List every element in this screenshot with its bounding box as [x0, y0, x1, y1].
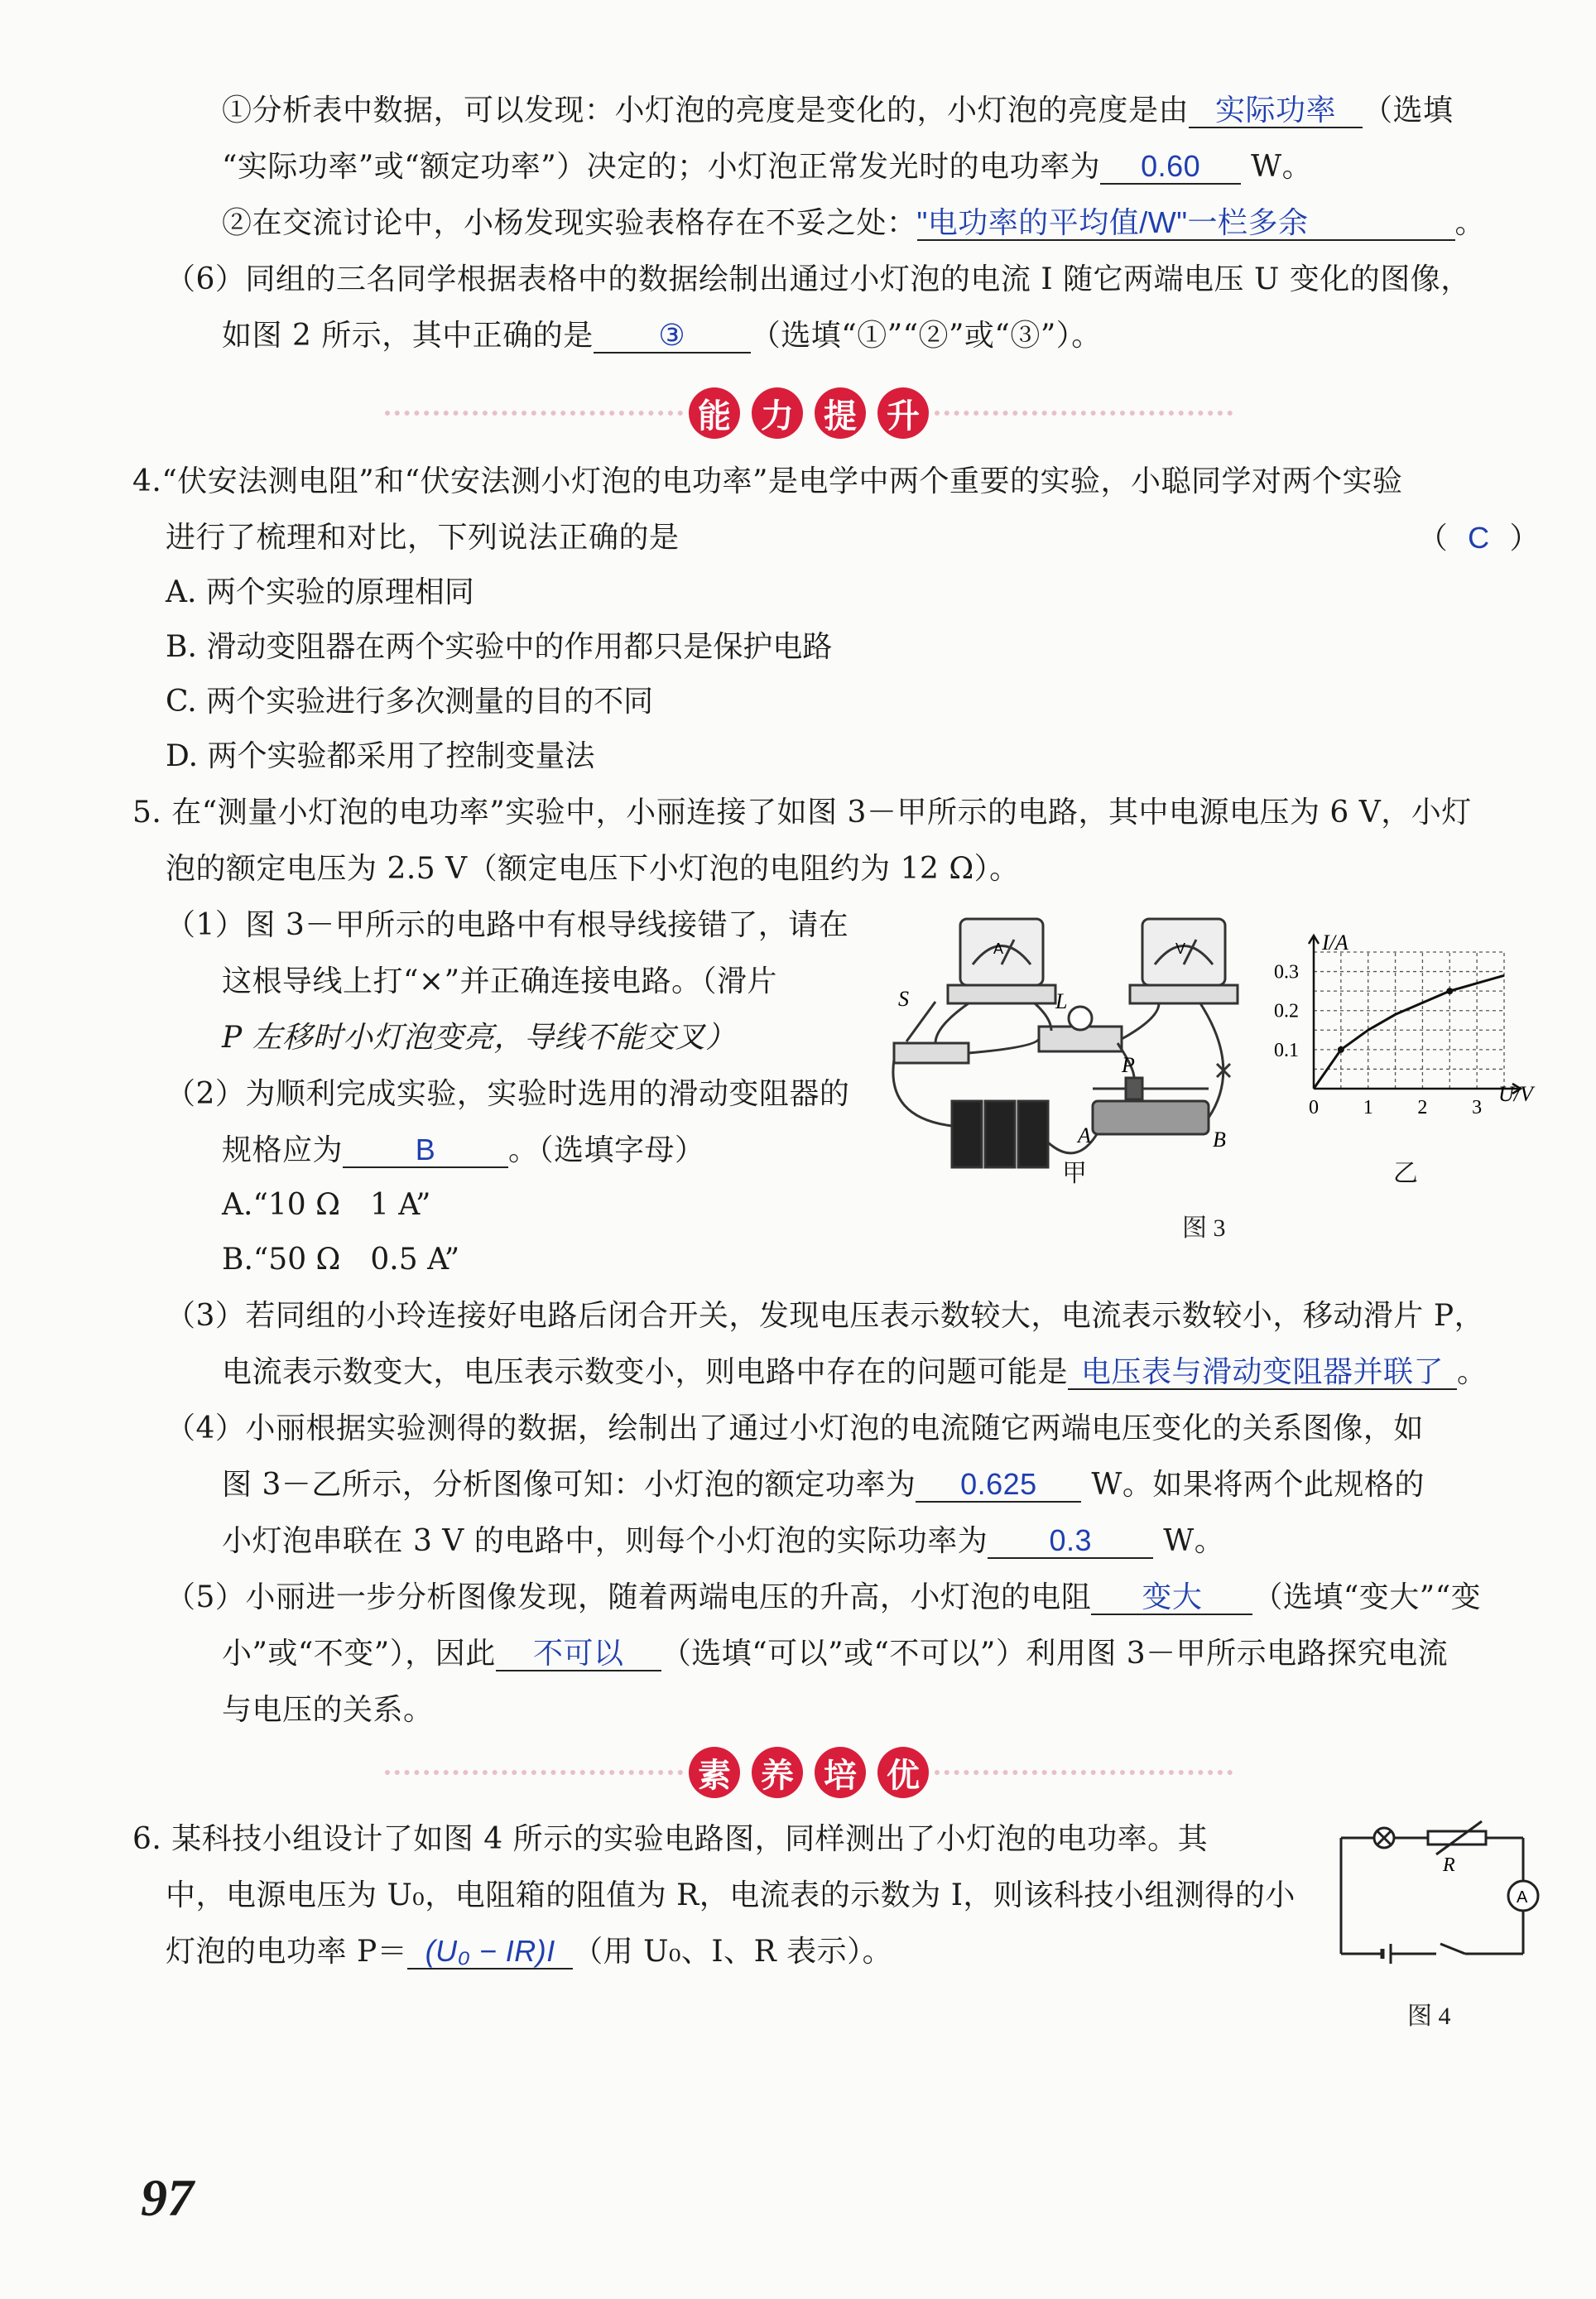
- wire: [969, 1039, 1039, 1053]
- q5-part-5-b: 小”或“不变”），因此 不可以 （选填“可以”或“不可以”）利用图 3－甲所示电路探究电流: [222, 1636, 1449, 1671]
- header-char: 养: [752, 1747, 803, 1798]
- header-dots-right: [935, 1770, 1233, 1775]
- section-header-literacy: [385, 1747, 1233, 1798]
- x-tick-label: 1: [1363, 1097, 1373, 1118]
- header-char: 素: [689, 1747, 740, 1798]
- q3-part-6-line-1: （6）同组的三名同学根据表格中的数据绘制出通过小灯泡的电流 I 随它两端电压 U 变化的图像，: [166, 262, 1471, 296]
- x-axis: [1314, 1084, 1521, 1094]
- wire: [935, 1003, 969, 1043]
- switch-lever: [906, 1002, 935, 1041]
- header-dots-left: [385, 1770, 683, 1775]
- answer-blank-7[interactable]: 0.625: [916, 1468, 1081, 1503]
- q6-stem-3: 灯泡的电功率 P＝ (U₀ − IR)I （用 U₀、I、R 表示）。: [166, 1934, 893, 1969]
- figure-3-caption: 图 3: [1182, 1214, 1226, 1242]
- data-point: [1338, 1046, 1344, 1053]
- iu-curve-line: [1314, 975, 1504, 1089]
- q4-answer-paren[interactable]: （ C ）: [1417, 521, 1540, 556]
- data-point: [1446, 988, 1453, 994]
- lamp-bulb-icon: [1069, 1007, 1092, 1030]
- q3-line-3: ②在交流讨论中，小杨发现实验表格存在不妥之处："电功率的平均值/W"一栏多余 。: [222, 205, 1486, 240]
- y-tick-label: 0.3: [1274, 961, 1299, 984]
- q4-option-d[interactable]: D. 两个实验都采用了控制变量法: [166, 739, 595, 773]
- label-b: B: [1213, 1128, 1226, 1152]
- y-axis: [1309, 935, 1319, 1089]
- q5-part-4-b: 图 3－乙所示，分析图像可知：小灯泡的额定功率为 0.625 W。如果将两个此规格的: [222, 1467, 1425, 1502]
- answer-blank-6[interactable]: 电压表与滑动变阻器并联了: [1068, 1355, 1457, 1390]
- answer-blank-5[interactable]: B: [343, 1133, 508, 1168]
- q5-option-b[interactable]: B.“50 Ω 0.5 A”: [222, 1243, 460, 1277]
- y-tick-label: 0.1: [1274, 1039, 1299, 1061]
- header-char: 力: [752, 387, 803, 439]
- answer-blank-9[interactable]: 变大: [1091, 1580, 1252, 1615]
- ammeter-base: [948, 985, 1055, 1003]
- header-char: 优: [877, 1747, 929, 1798]
- x-tick-label: 0: [1309, 1097, 1319, 1118]
- voltmeter-base: [1130, 985, 1238, 1003]
- battery-cell: [1018, 1101, 1048, 1167]
- answer-blank-1[interactable]: 实际功率: [1189, 94, 1363, 128]
- q5-part-4-c: 小灯泡串联在 3 V 的电路中，则每个小灯泡的实际功率为 0.3 W。: [222, 1523, 1225, 1558]
- ammeter-label: A: [1517, 1888, 1528, 1907]
- q3-line-1: ①分析表中数据，可以发现：小灯泡的亮度是变化的，小灯泡的亮度是由 实际功率 （选填: [222, 93, 1454, 127]
- q5-option-a[interactable]: A.“10 Ω 1 A”: [222, 1188, 431, 1222]
- chart-grid: [1314, 952, 1504, 1089]
- q5-part-5-c: 与电压的关系。: [222, 1693, 434, 1727]
- q3-line-2: “实际功率”或“额定功率”）决定的；小灯泡正常发光时的电功率为 0.60 W。: [222, 149, 1313, 184]
- answer-blank-3[interactable]: "电功率的平均值/W"一栏多余: [917, 206, 1455, 241]
- q5-part-4-a: （4）小丽根据实验测得的数据，绘制出了通过小灯泡的电流随它两端电压变化的关系图像，如: [166, 1412, 1424, 1445]
- chart-ticks: [1274, 962, 1482, 1118]
- q5-part-2-a: （2）为顺利完成实验，实验时选用的滑动变阻器的: [166, 1077, 850, 1111]
- x-axis-label: U/V: [1498, 1082, 1533, 1106]
- figure-3-yi-label: 乙: [1393, 1160, 1418, 1187]
- q4-stem-1: 4.“伏安法测电阻”和“伏安法测小灯泡的电功率”是电学中两个重要的实验，小聪同学对两个实验: [132, 464, 1403, 498]
- answer-blank-2[interactable]: 0.60: [1100, 150, 1241, 185]
- q5-part-2-b: 规格应为 B 。（选填字母）: [222, 1133, 705, 1167]
- figure-3-iu-chart: [1271, 931, 1552, 1147]
- battery-cell: [952, 1101, 982, 1167]
- q5-stem-2: 泡的额定电压为 2.5 V（额定电压下小灯泡的电阻约为 12 Ω）。: [166, 852, 1020, 886]
- header-char: 升: [877, 387, 929, 439]
- q4-stem-2: 进行了梳理和对比，下列说法正确的是 （ C ）: [166, 518, 1540, 558]
- q6-stem-1: 6. 某科技小组设计了如图 4 所示的实验电路图，同样测出了小灯泡的电功率。其: [132, 1822, 1209, 1856]
- y-tick-label: 0.2: [1274, 1000, 1299, 1022]
- answer-blank-8[interactable]: 0.3: [988, 1524, 1153, 1559]
- q6-stem-2: 中，电源电压为 U₀，电阻箱的阻值为 R，电流表的示数为 I，则该科技小组测得的小: [166, 1878, 1296, 1912]
- q5-part-1-c: P 左移时小灯泡变亮，导线不能交叉）: [222, 1021, 736, 1055]
- q4-option-a[interactable]: A. 两个实验的原理相同: [166, 575, 474, 609]
- switch-base: [894, 1043, 969, 1063]
- q5-part-5-a: （5）小丽进一步分析图像发现，随着两端电压的升高，小灯泡的电阻 变大 （选填“变大”“变: [166, 1580, 1482, 1614]
- figure-4-caption: 图 4: [1407, 2003, 1451, 2030]
- answer-blank-11[interactable]: (U₀ − IR)I: [407, 1935, 573, 1970]
- header-dots-left: [385, 411, 683, 416]
- q5-part-1-a: （1）图 3－甲所示的电路中有根导线接错了，请在: [166, 908, 849, 942]
- label-l: L: [1055, 989, 1068, 1013]
- ammeter-label: A: [993, 940, 1004, 957]
- rheostat-coil: [1093, 1101, 1209, 1134]
- section-header-ability: [385, 387, 1233, 439]
- label-p: P: [1122, 1053, 1135, 1077]
- figure-3-jia-label: 甲: [1062, 1160, 1087, 1187]
- q5-stem-1: 5. 在“测量小灯泡的电功率”实验中，小丽连接了如图 3－甲所示的电路，其中电源电压为 6 V，小灯: [132, 796, 1472, 830]
- voltmeter-label: V: [1175, 940, 1186, 957]
- header-dots-right: [935, 411, 1233, 416]
- x-tick-label: 3: [1472, 1097, 1483, 1118]
- q3-part-6-line-2: 如图 2 所示，其中正确的是 ③ （选填“①”“②”或“③”）。: [222, 318, 1102, 353]
- answer-blank-10[interactable]: 不可以: [496, 1637, 661, 1671]
- answer-blank-4[interactable]: ③: [594, 319, 751, 354]
- wire: [1122, 1003, 1159, 1039]
- header-char: 提: [815, 387, 866, 439]
- q4-option-b[interactable]: B. 滑动变阻器在两个实验中的作用都只是保护电路: [166, 630, 833, 664]
- header-char: 能: [689, 387, 740, 439]
- y-axis-label: I/A: [1322, 931, 1348, 955]
- switch-icon: [1440, 1944, 1465, 1954]
- q4-option-c[interactable]: C. 两个实验进行多次测量的目的不同: [166, 685, 654, 719]
- battery-cell: [985, 1101, 1015, 1167]
- x-tick-label: 2: [1417, 1097, 1428, 1118]
- label-a: A: [1078, 1123, 1091, 1147]
- page-number: 97: [141, 2168, 194, 2227]
- q5-part-3-a: （3）若同组的小玲连接好电路后闭合开关，发现电压表示数较大，电流表示数较小，移动滑片 P，: [166, 1299, 1485, 1333]
- label-r: R: [1443, 1854, 1455, 1876]
- header-char: 培: [815, 1747, 866, 1798]
- q5-part-1-b: 这根导线上打“×”并正确连接电路。（滑片: [222, 964, 777, 998]
- label-s: S: [898, 987, 909, 1011]
- q5-part-3-b: 电流表示数变大，电压表示数变小，则电路中存在的问题可能是 电压表与滑动变阻器并联了 。: [222, 1354, 1488, 1389]
- wire: [893, 1060, 952, 1126]
- rheostat-slider: [1126, 1078, 1142, 1099]
- figure-4-circuit: [1333, 1813, 1540, 1979]
